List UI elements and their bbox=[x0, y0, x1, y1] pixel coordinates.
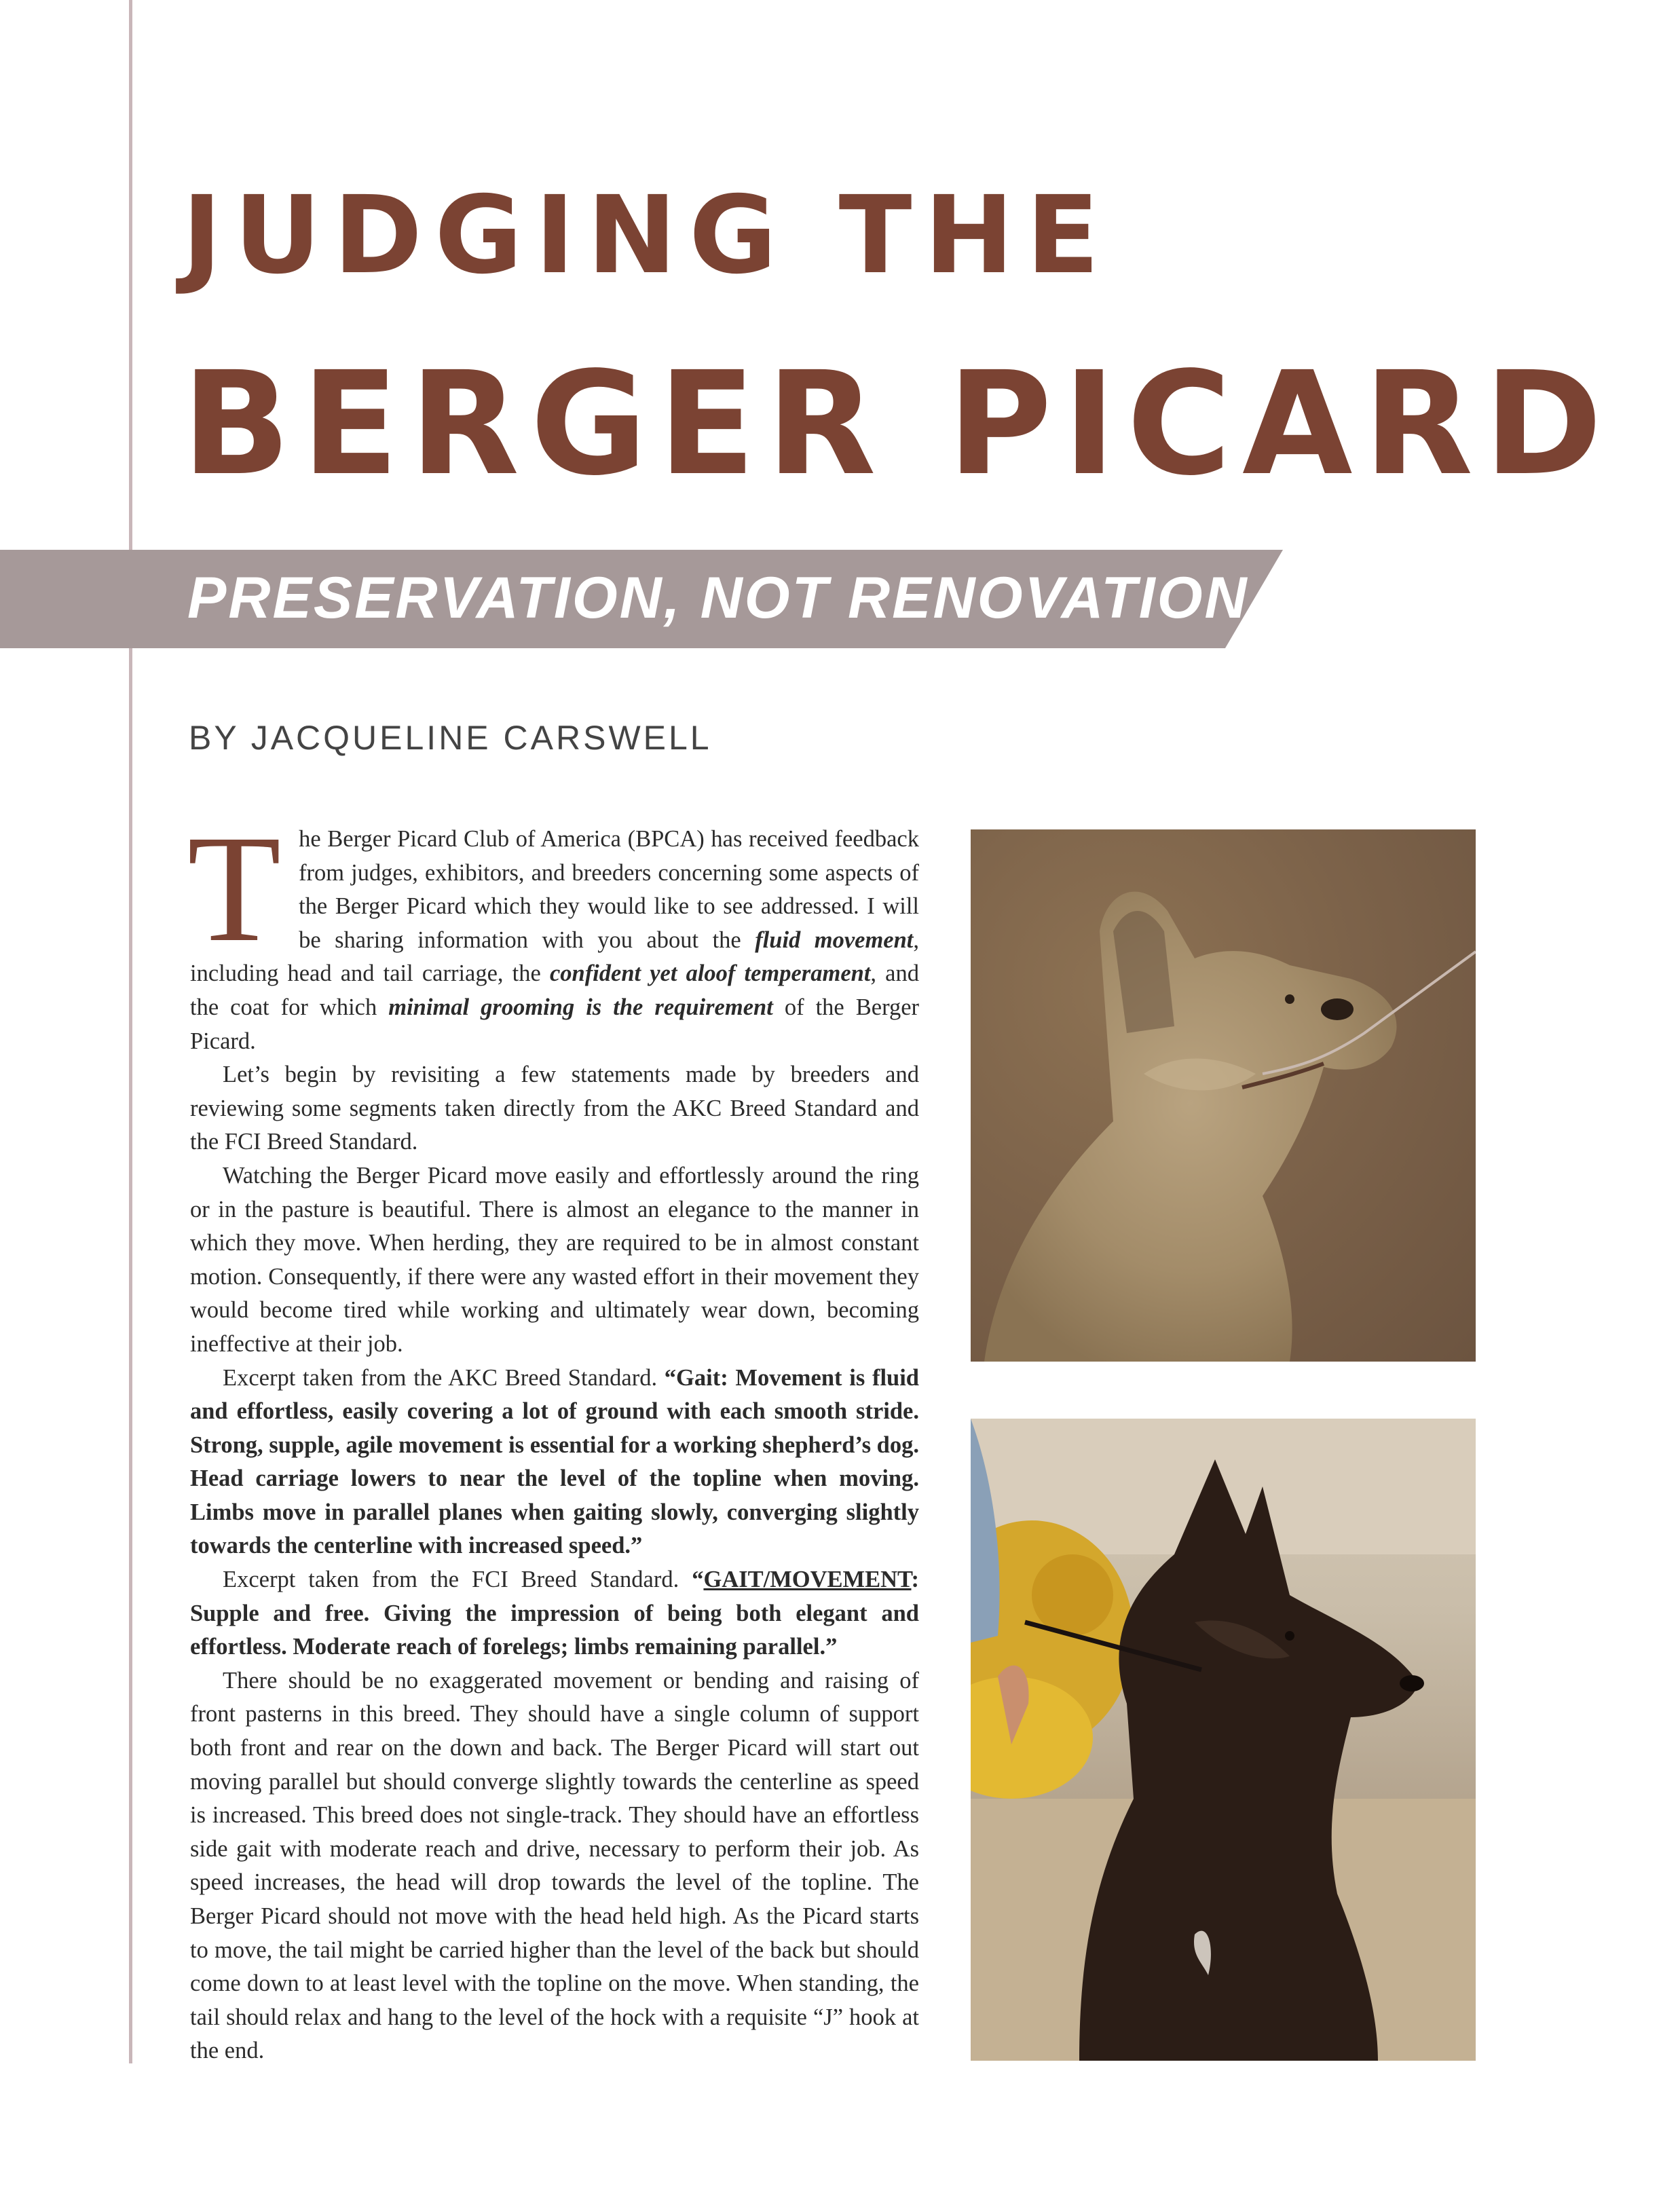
p1-text-e: , and the coat for which bbox=[190, 960, 919, 1020]
subtitle: PRESERVATION, NOT RENOVATION bbox=[187, 565, 1249, 631]
paragraph-6: There should be no exaggerated movement or bending and raising of front pasterns in this breed. They should have a single column of support both front and rear on the down and back. The Berger Picard will start out moving parallel but should converge slightly towards the centerline as speed is increased. This breed does not single-track. They should have an effortless side gait with moderate reach and drive, necessary to perform their job. As speed increases, the head will drop towards the level of the topline. The Berger Picard should not move with the head held high. As the Picard starts to move, the tail might be carried higher than the level of the back but should come down to at least level with the topline on the move. When standing, the tail should relax and hang to the level of the hock with a requisite “J” hook at the end. bbox=[190, 1667, 919, 2064]
article-body bbox=[187, 804, 920, 2068]
title-line-2: BERGER PICARD bbox=[182, 341, 1613, 507]
p1-emphasis-fluid-movement: fluid movement bbox=[755, 927, 914, 953]
akc-gait-quote: “Gait: Movement is fluid and effortless, easily covering a lot of ground with each smooth stride. Strong, supple, agile movement is essential for a working shepherd’s dog. Head carriage lowers to near the level of the topline when moving. Limbs move in parallel planes when gaiting slowly, converging slightly towards the centerline with increased speed.” bbox=[190, 1364, 919, 1559]
title-line-1: JUDGING THE bbox=[182, 173, 1112, 298]
p5-intro: Excerpt taken from the FCI Breed Standard. bbox=[223, 1567, 692, 1593]
byline: BY JACQUELINE CARSWELL bbox=[189, 719, 712, 757]
paragraph-3: Watching the Berger Picard move easily and effortlessly around the ring or in the pasture is beautiful. There is almost an elegance to the manner in which they move. When herding, they are required to be in almost constant motion. Consequently, if there were any wasted effort in their movement they would become tired while working and ultimately wear down, becoming ineffective at their job. bbox=[190, 1162, 919, 1357]
drop-cap: T bbox=[187, 804, 282, 973]
paragraph-2: Let’s begin by revisiting a few statements made by breeders and reviewing some segments taken directly from the AKC Breed Standard and the FCI Breed Standard. bbox=[190, 1062, 919, 1155]
fawn-dog-illustration bbox=[971, 829, 1476, 1362]
margin-rule bbox=[129, 0, 132, 2063]
fci-gait-quote: : Supple and free. Giving the impression of being both elegant and effortless. Moderate reach of forelegs; limbs remaining parallel.” bbox=[190, 1567, 919, 1660]
paragraph-5 bbox=[190, 1563, 919, 1664]
p5-quote-open: “ bbox=[692, 1567, 704, 1593]
p1-text-c: , including head and tail carriage, the bbox=[190, 927, 920, 987]
fawn-berger-picard-photo bbox=[971, 829, 1476, 1362]
fci-gait-heading: GAIT/MOVEMENT bbox=[703, 1567, 912, 1593]
p1-emphasis-grooming: minimal grooming is the requirement bbox=[388, 994, 773, 1020]
brindle-berger-picard-photo bbox=[971, 1419, 1476, 2061]
p1-text-g: of the Berger Picard. bbox=[190, 994, 920, 1054]
p1-emphasis-temperament: confident yet aloof temperament bbox=[549, 960, 871, 987]
paragraph-4 bbox=[190, 1362, 919, 1564]
paragraph-1 bbox=[187, 804, 920, 1058]
p1-text-a: he Berger Picard Club of America (BPCA) has received feedback from judges, exhibitors, and breeders concerning some aspects of the Berger Picard which they would like to see addressed. I will be sharing information with you about the bbox=[299, 826, 919, 953]
p4-intro: Excerpt taken from the AKC Breed Standard. bbox=[223, 1364, 665, 1391]
brindle-dog-illustration bbox=[971, 1419, 1476, 2061]
